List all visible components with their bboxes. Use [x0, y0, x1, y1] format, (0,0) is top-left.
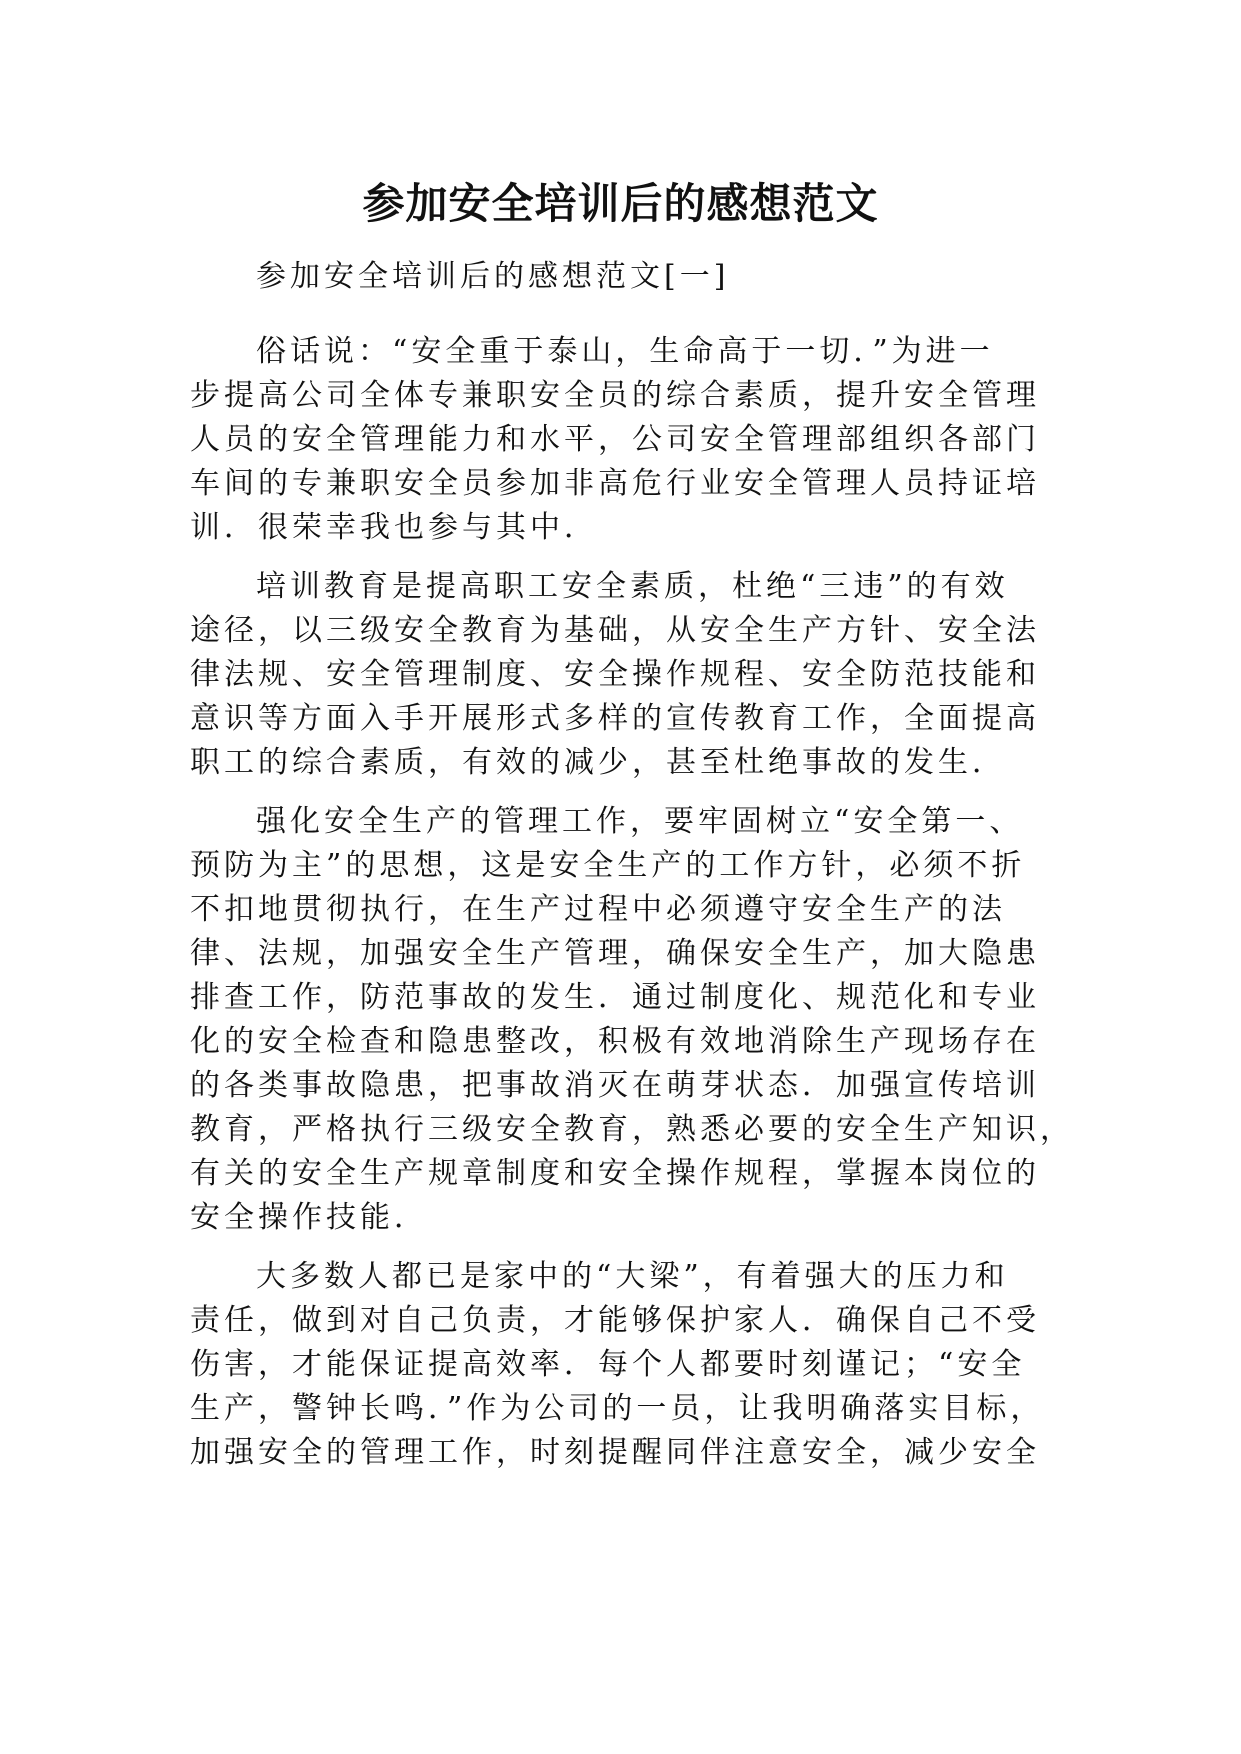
paragraph-line: 不扣地贯彻执行，在生产过程中必须遵守安全生产的法	[190, 892, 1006, 927]
paragraph-line: 加强安全的管理工作，时刻提醒同伴注意安全，减少安全	[190, 1435, 1040, 1470]
paragraph-line: 律、法规，加强安全生产管理，确保安全生产，加大隐患	[190, 936, 1040, 971]
paragraph-3	[190, 800, 1074, 1240]
paragraph-line: 职工的综合素质，有效的减少，甚至杜绝事故的发生．	[190, 745, 1006, 780]
paragraph-line: 预防为主”的思想，这是安全生产的工作方针，必须不折	[190, 848, 1026, 883]
paragraph-line: 车间的专兼职安全员参加非高危行业安全管理人员持证培	[190, 466, 1040, 501]
paragraph-line: 途径，以三级安全教育为基础，从安全生产方针、安全法	[190, 613, 1040, 648]
section-heading-text: 参加安全培训后的感想范文[一]	[256, 259, 730, 294]
paragraph-4	[190, 1255, 1045, 1475]
paragraph-line: 意识等方面入手开展形式多样的宣传教育工作，全面提高	[190, 701, 1040, 736]
paragraph-line: 步提高公司全体专兼职安全员的综合素质，提升安全管理	[190, 378, 1040, 413]
paragraph-line: 教育，严格执行三级安全教育，熟悉必要的安全生产知识，	[190, 1112, 1074, 1147]
paragraph-line: 俗话说：“安全重于泰山，生命高于一切．”为进一	[256, 334, 994, 369]
paragraph-2	[190, 565, 1040, 785]
paragraph-line: 培训教育是提高职工安全素质，杜绝“三违”的有效	[256, 569, 1009, 604]
paragraph-line: 化的安全检查和隐患整改，积极有效地消除生产现场存在	[190, 1024, 1040, 1059]
paragraph-line: 责任，做到对自己负责，才能够保护家人．确保自己不受	[190, 1303, 1040, 1338]
paragraph-line: 伤害，才能保证提高效率．每个人都要时刻谨记；“安全	[190, 1347, 1026, 1382]
paragraph-line: 训．很荣幸我也参与其中．	[190, 510, 598, 545]
document-title: 参加安全培训后的感想范文	[362, 179, 879, 228]
paragraph-line: 安全操作技能．	[190, 1200, 428, 1235]
paragraph-line: 的各类事故隐患，把事故消灭在萌芽状态．加强宣传培训	[190, 1068, 1040, 1103]
paragraph-1	[190, 330, 1040, 550]
paragraph-line: 有关的安全生产规章制度和安全操作规程，掌握本岗位的	[190, 1156, 1040, 1191]
paragraph-line: 人员的安全管理能力和水平，公司安全管理部组织各部门	[190, 422, 1040, 457]
paragraph-line: 大多数人都已是家中的“大梁”，有着强大的压力和	[256, 1259, 1009, 1294]
paragraph-line: 生产，警钟长鸣．”作为公司的一员，让我明确落实目标，	[190, 1391, 1045, 1426]
paragraph-line: 强化安全生产的管理工作，要牢固树立“安全第一、	[256, 804, 1024, 839]
section-heading	[190, 255, 1030, 299]
paragraph-line: 律法规、安全管理制度、安全操作规程、安全防范技能和	[190, 657, 1040, 692]
paragraph-line: 排查工作，防范事故的发生．通过制度化、规范化和专业	[190, 980, 1040, 1015]
